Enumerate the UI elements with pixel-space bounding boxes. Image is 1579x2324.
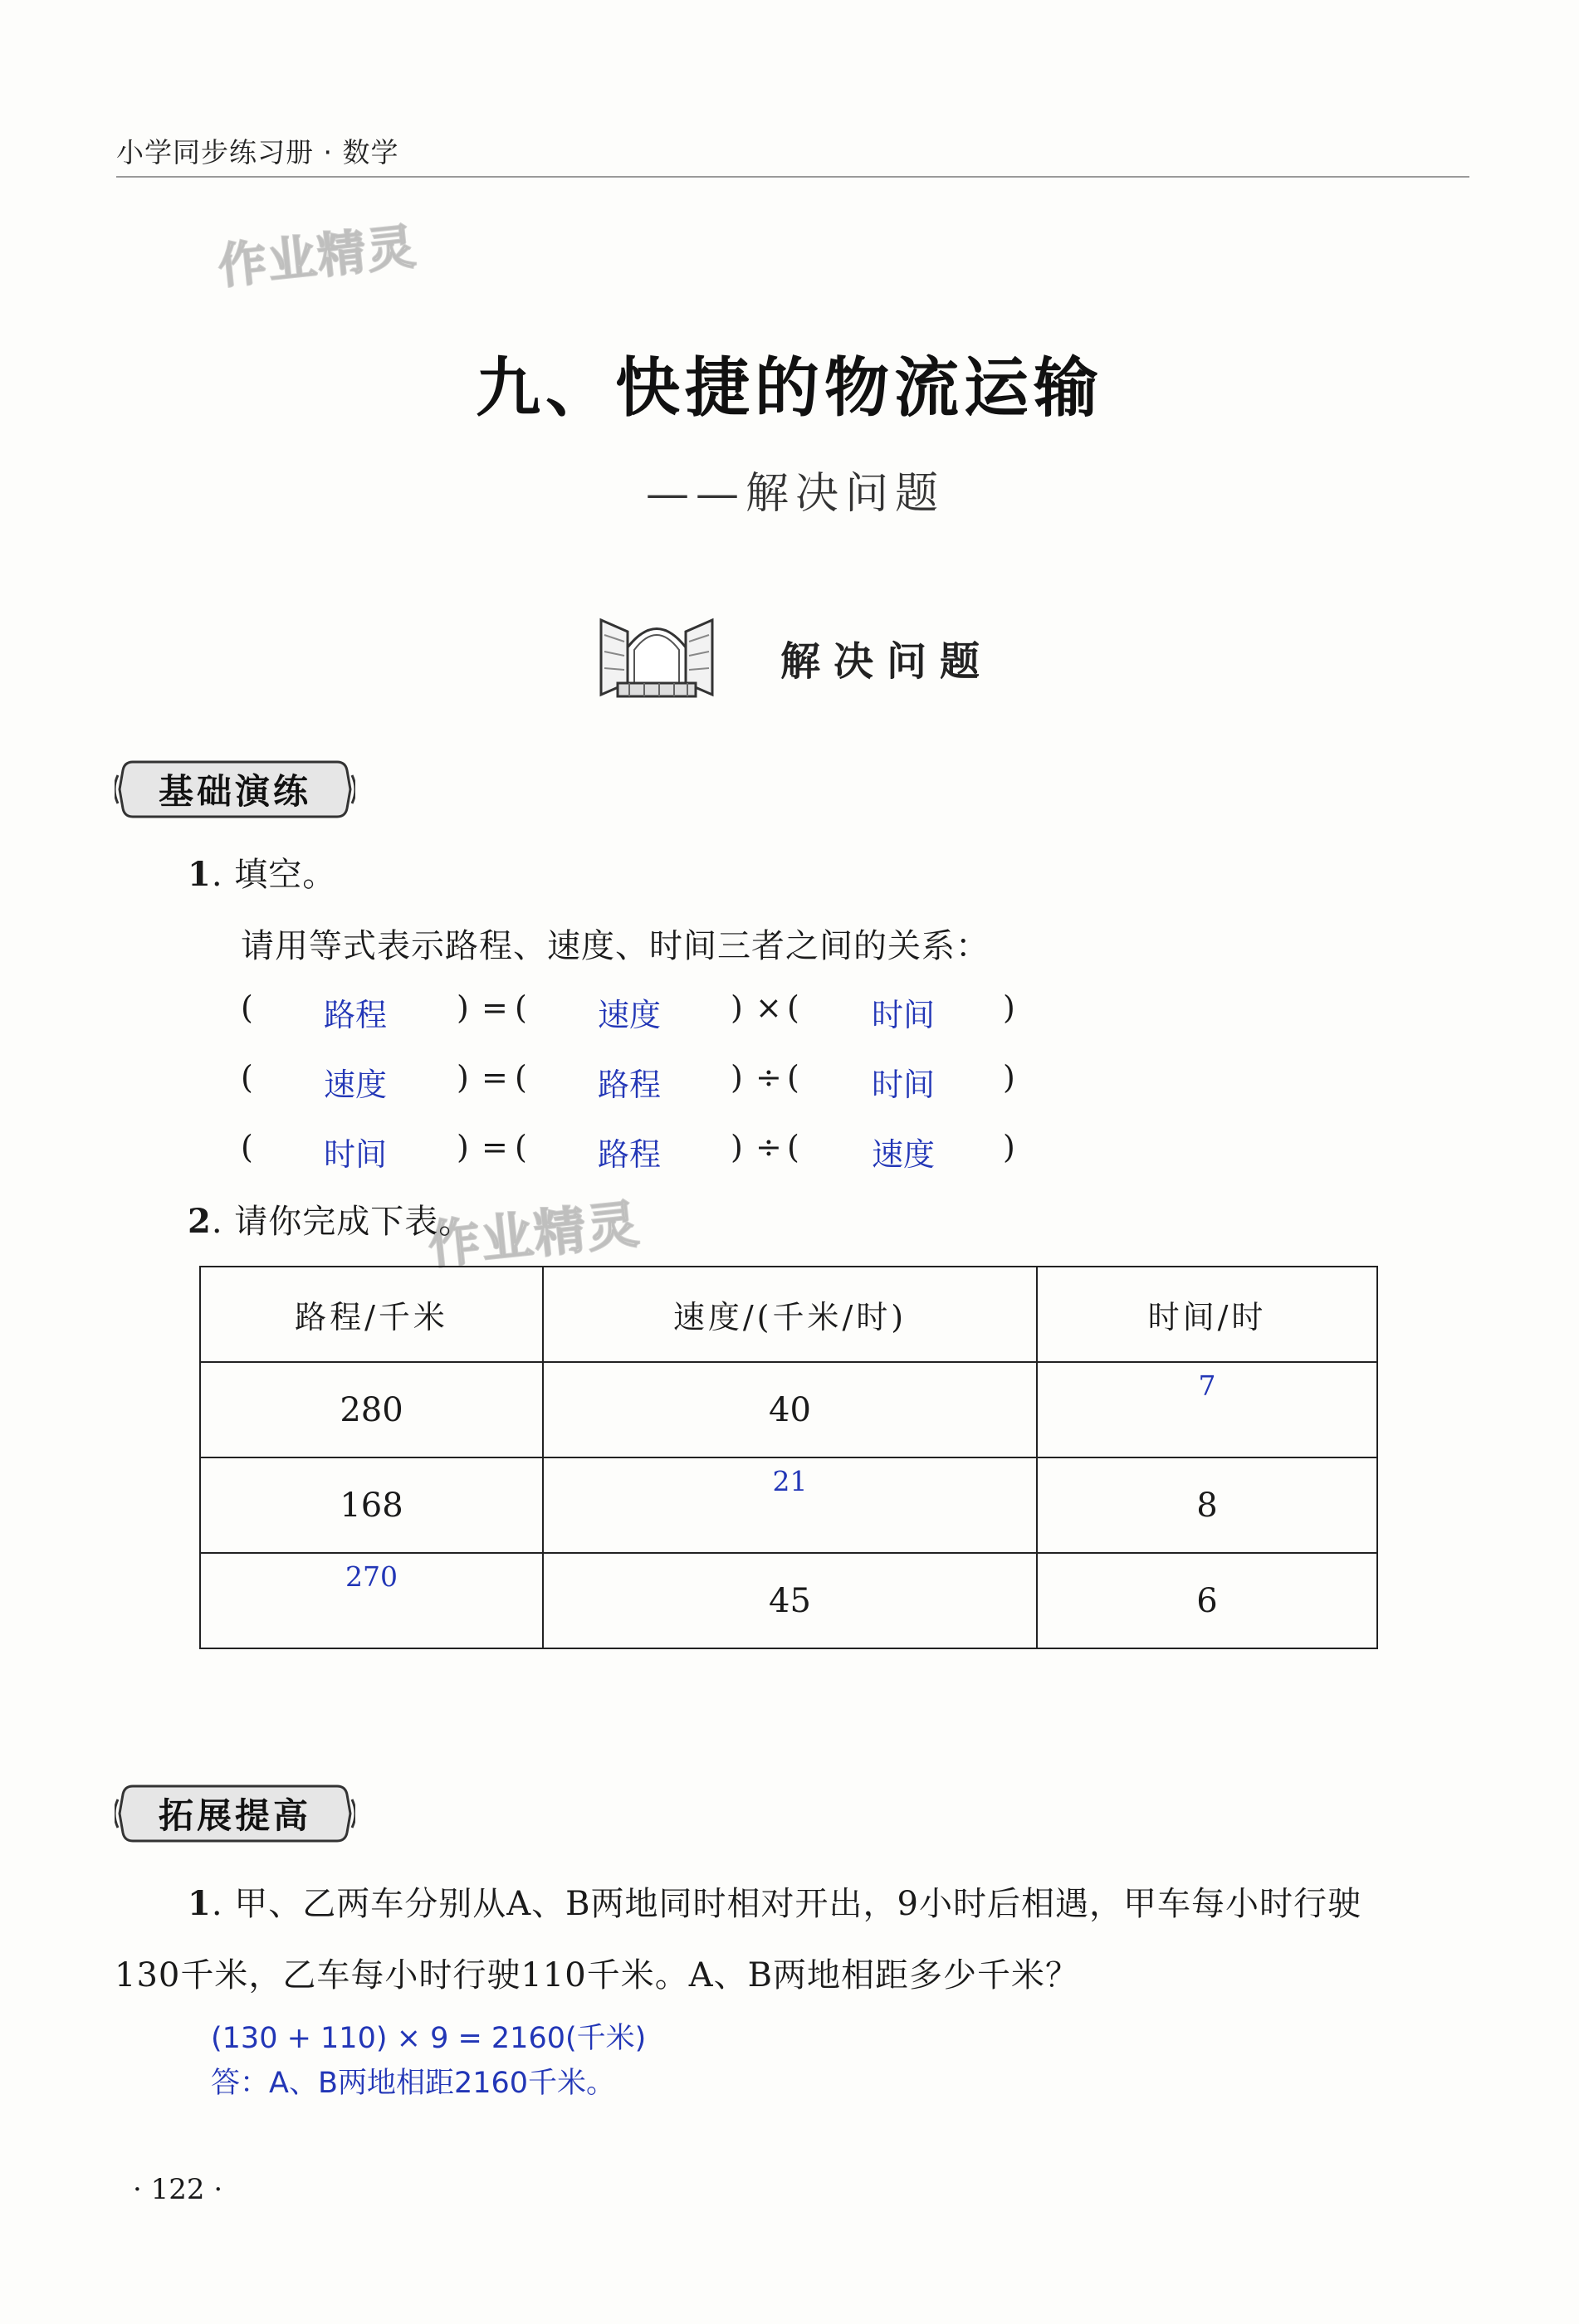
table-cell: 8 [1037,1457,1377,1553]
table-header-cell: 速度/(千米/时) [543,1267,1037,1362]
basic-q2: 2. 请你完成下表。 [188,1202,473,1241]
basic-practice-badge [115,757,355,822]
table-cell: 6 [1037,1553,1377,1648]
section-heading: 解决问题 [780,638,994,685]
watermark-top: 作业精灵 [215,217,420,295]
chapter-subtitle: ——解决问题 [646,469,946,519]
table-cell-answer [543,1457,1037,1553]
formula-operator: = [482,989,508,1026]
extend-q1-text-line1: 甲、乙两车分别从A、B两地同时相对开出，9小时后相遇，甲车每小时行驶 [234,1885,1362,1923]
formula-blank-a: 速度 [324,1067,388,1103]
basic-practice-label: 基础演练 [158,771,311,812]
formula-blank-b: 速度 [598,997,662,1033]
extend-q1-line1: 1. 甲、乙两车分别从A、B两地同时相对开出，9小时后相遇，甲车每小时行驶 [188,1884,1362,1923]
table-header-row [200,1267,1377,1362]
answer-statement: 答：A、B两地相距2160千米。 [211,2067,616,2100]
page-number: · 122 · [133,2173,223,2206]
formula-operator: = [482,1129,508,1165]
formula-operator: = [482,1059,508,1096]
filled-answer: 21 [772,1465,808,1497]
filled-answer: 270 [345,1560,398,1593]
formula-blank-a: 路程 [324,997,388,1033]
basic-q1: 1. 填空。 [188,855,337,894]
table-row [200,1553,1377,1648]
formula-operator: ÷ [755,1129,782,1165]
formula-blank-b: 路程 [598,1067,662,1103]
distance-speed-time-table [199,1266,1378,1649]
extension-badge [115,1781,355,1846]
formula-row: ( 时间 ) = ( 路程 ) ÷ ( 速度 ) [241,1129,1015,1173]
table-cell-answer [200,1553,543,1648]
table-cell: 40 [543,1362,1037,1457]
basic-q1-title: 填空。 [234,856,337,894]
formula-blank-a: 时间 [324,1136,388,1173]
basic-q2-title: 请你完成下表。 [234,1203,473,1241]
table-cell: 168 [200,1457,543,1553]
answer-formula: (130 + 110) × 9 = 2160(千米) [211,2022,647,2055]
table-cell: 280 [200,1362,543,1457]
formula-row: ( 路程 ) = ( 速度 ) × ( 时间 ) [241,989,1015,1033]
window-icon [586,610,727,701]
formula-blank-c: 时间 [872,997,936,1033]
table-row [200,1457,1377,1553]
running-header: 小学同步练习册 · 数学 [116,136,399,168]
extend-q1-number: 1 [188,1884,212,1923]
header-rule [116,176,1469,178]
formula-operator: × [755,989,782,1026]
extension-label: 拓展提高 [158,1795,311,1836]
table-header-cell: 时间/时 [1037,1267,1377,1362]
table-header-cell: 路程/千米 [200,1267,543,1362]
formula-blank-c: 速度 [872,1136,936,1173]
table-row [200,1362,1377,1457]
table-cell: 45 [543,1553,1037,1648]
filled-answer: 7 [1198,1370,1216,1402]
basic-q1-prompt: 请用等式表示路程、速度、时间三者之间的关系： [241,927,990,965]
chapter-title: 九、快捷的物流运输 [475,351,1103,426]
formula-operator: ÷ [755,1059,782,1096]
formula-row: ( 速度 ) = ( 路程 ) ÷ ( 时间 ) [241,1059,1015,1103]
table-cell-answer [1037,1362,1377,1457]
basic-q1-number: 1 [188,855,212,894]
extend-q1-text-line2: 130千米，乙车每小时行驶110千米。A、B两地相距多少千米？ [115,1956,1079,1994]
basic-q2-number: 2 [188,1202,212,1241]
formula-blank-b: 路程 [598,1136,662,1173]
formula-blank-c: 时间 [872,1067,936,1103]
watermark-middle: 作业精灵 [425,1193,643,1277]
